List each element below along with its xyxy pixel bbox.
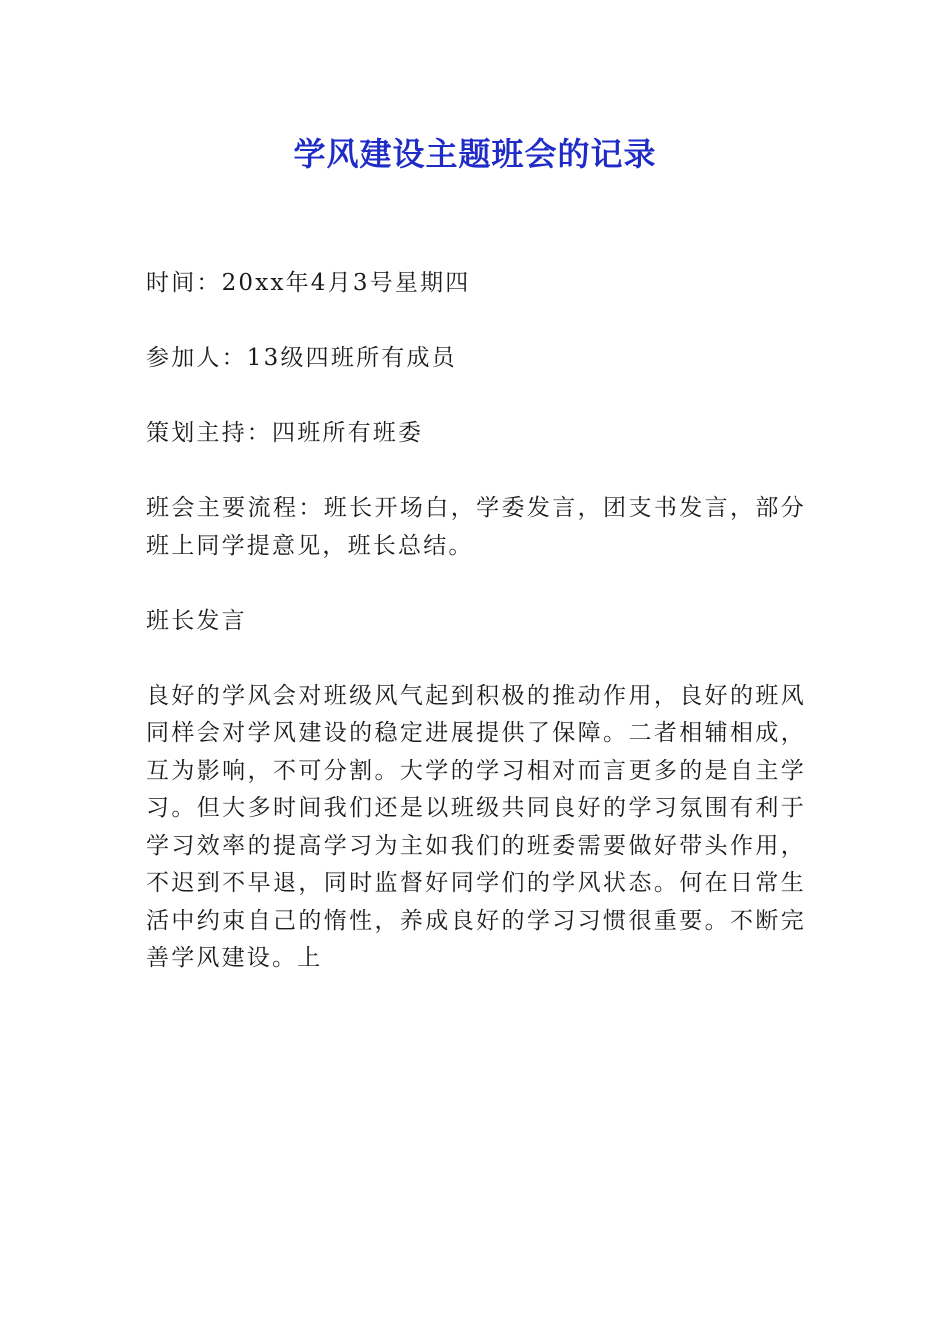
speech-paragraph: 良好的学风会对班级风气起到积极的推动作用，良好的班风同样会对学风建设的稳定进展提供了保障。二者相辅相成，互为影响，不可分割。大学的学习相对而言更多的是自主学习。但大多时间我们还是以班级共同良好的学习氛围有利于学习效率的提高学习为主如我们的班委需要做好带头作用，不迟到不早退，同时监督好同学们的学风状态。何在日常生活中约束自己的惰性，养成良好的学习习惯很重要。不断完善学风建设。上 <box>146 682 806 971</box>
section-heading: 班长发言 <box>146 607 247 634</box>
meeting-time: 时间：20xx年4月3号星期四 <box>146 270 471 296</box>
meeting-process: 班会主要流程：班长开场白，学委发言，团支书发言，部分班上同学提意见，班长总结。 <box>146 495 806 559</box>
meeting-host: 策划主持：四班所有班委 <box>146 420 424 446</box>
document-body <box>146 265 806 1015</box>
meeting-participants: 参加人：13级四班所有成员 <box>146 345 457 371</box>
document-title: 学风建设主题班会的记录 <box>293 135 657 173</box>
